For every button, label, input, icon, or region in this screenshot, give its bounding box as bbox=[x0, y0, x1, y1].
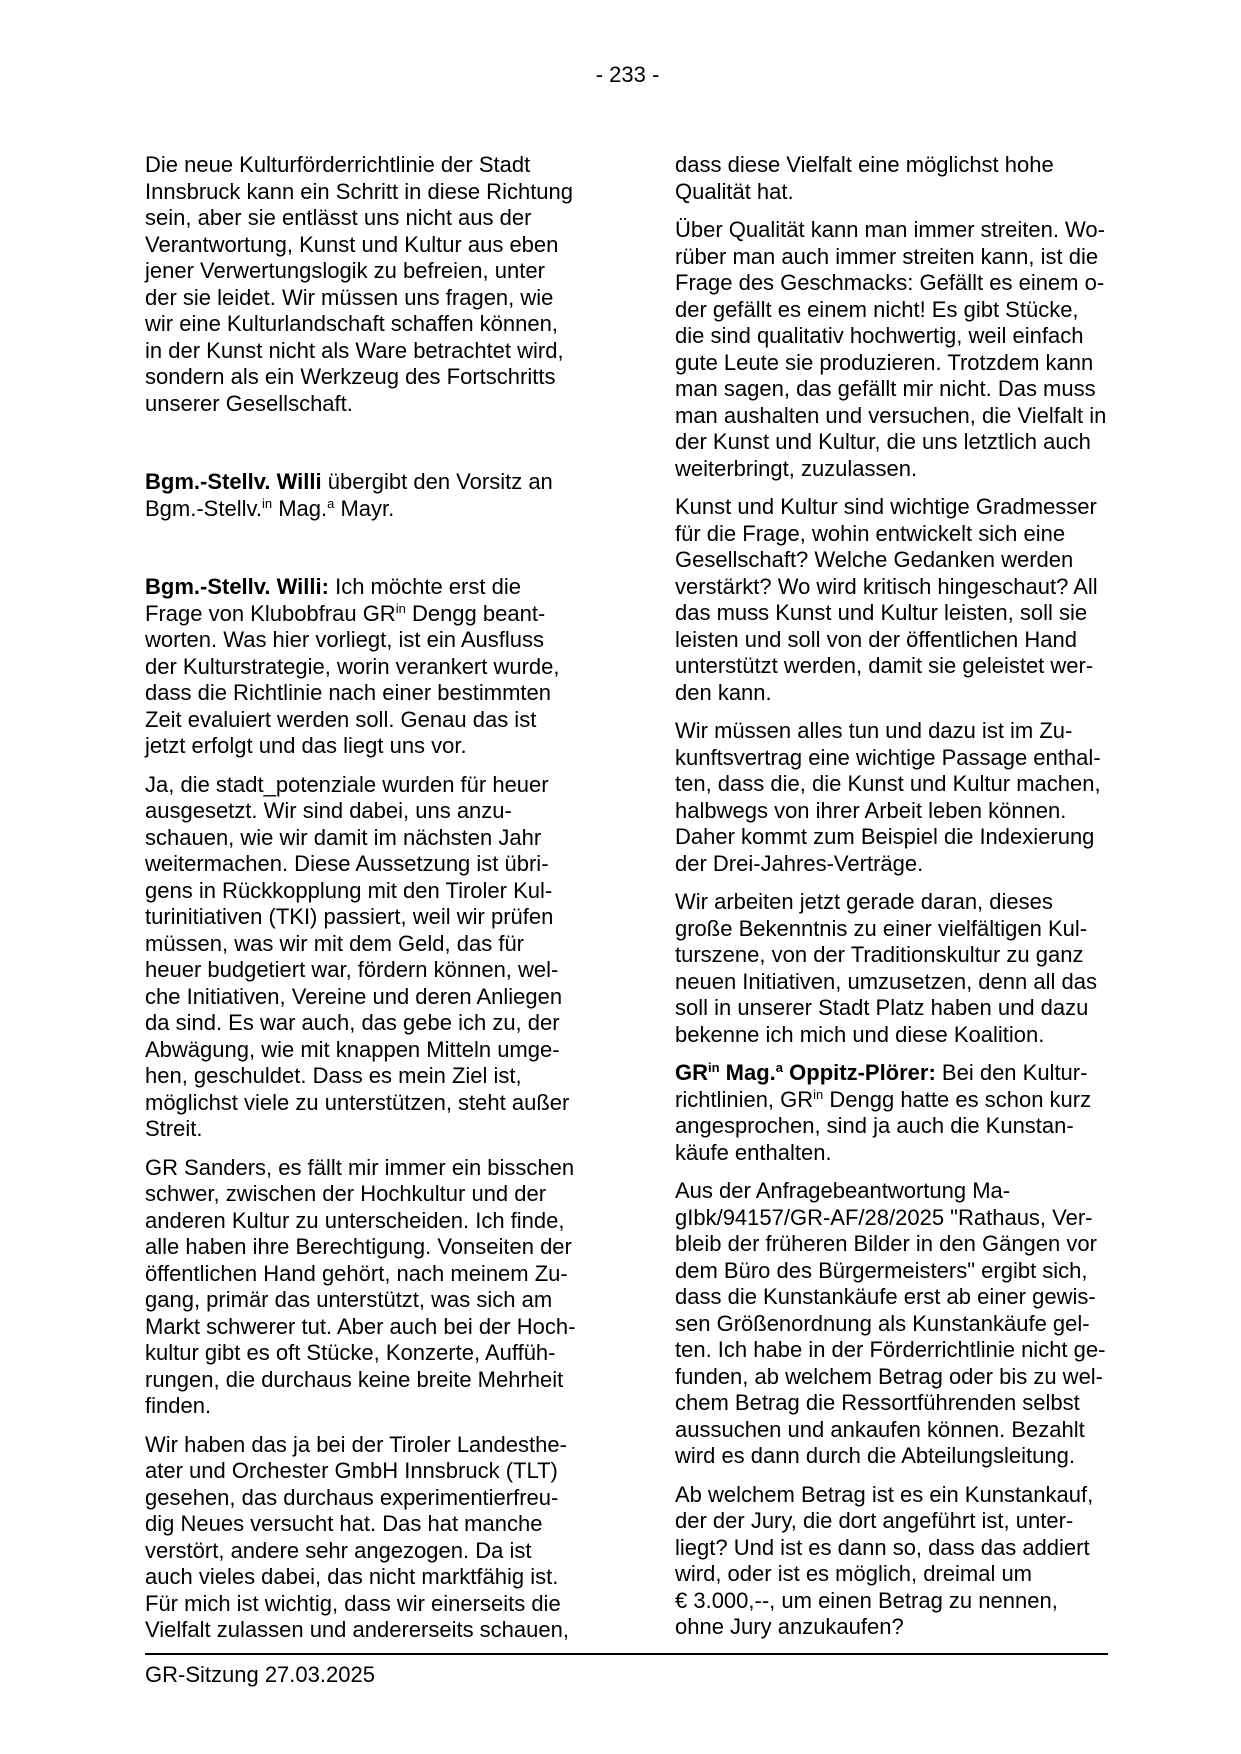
paragraph: Aus der Anfragebeantwortung Ma- gIbk/94157/GR-AF/28/2025 "Rathaus, Ver- bleib der früheren Bilder in den Gängen vor dem Büro des Bürgermeisters" ergibt sich, dass die Kunstankäufe erst ab einer gewis- sen Größenordnung als Kunstankäufe gel- ten. Ich habe in der Förderrichtlinie nicht ge- funden, ab welchem Betrag oder bis zu wel- chem Betrag die Ressortführenden selbst aussuchen und ankaufen können. Bezahlt wird es dann durch die Abteilungsleitung. bbox=[675, 1178, 1106, 1468]
page-number: - 233 - bbox=[595, 62, 660, 87]
paragraph: Die neue Kulturförderrichtlinie der Stadt Innsbruck kann ein Schritt in diese Richtung sein, aber sie entlässt uns nicht aus der Verantwortung, Kunst und Kultur aus eben jener Verwertungslogik zu befreien, unter der sie leidet. Wir müssen uns fragen, wie wir eine Kulturlandschaft schaffen können, in der Kunst nicht als Ware betrachtet wird, sondern als ein Werkzeug des Fortschritts unserer Gesellschaft. bbox=[145, 152, 574, 416]
paragraph: dass diese Vielfalt eine möglichst hohe Qualität hat. bbox=[675, 152, 1054, 204]
paragraph: Bgm.-Stellv. Willi übergibt den Vorsitz an Bgm.-Stellv.$^{in}$ Mag.$^a$ Mayr. bbox=[145, 469, 553, 521]
paragraph: Kunst und Kultur sind wichtige Gradmesser für die Frage, wohin entwickelt sich eine Gesellschaft? Welche Gedanken werden verstärkt? Wo wird kritisch hingeschaut? All das muss Kunst und Kultur leisten, soll sie leisten und soll von der öffentlichen Hand unterstützt werden, damit sie geleistet wer- den kann. bbox=[675, 494, 1098, 705]
paragraph: Wir haben das ja bei der Tiroler Landesthe- ater und Orchester GmbH Innsbruck (TLT) gesehen, das durchaus experimentierfreu- dig Neues versucht hat. Das hat manche verstört, andere sehr angezogen. Da ist auch vieles dabei, das nicht marktfähig ist. Für mich ist wichtig, dass wir einerseits die Vielfalt zulassen und andererseits schauen, bbox=[145, 1431, 569, 1642]
paragraph: Über Qualität kann man immer streiten. Wo- rüber man auch immer streiten kann, ist die Frage des Geschmacks: Gefällt es einem o- der gefällt es einem nicht! Es gibt Stücke, die sind qualitativ hochwertig, weil einfach gute Leute sie produzieren. Trotzdem kann man sagen, das gefällt mir nicht. Das muss man aushalten und versuchen, die Vielfalt in der Kunst und Kultur, die uns letztlich auch weiterbringt, zuzulassen. bbox=[675, 217, 1107, 481]
paragraph: GR Sanders, es fällt mir immer ein bisschen schwer, zwischen der Hochkultur und der anderen Kultur zu unterscheiden. Ich finde, alle haben ihre Berechtigung. Vonseiten der öffentlichen Hand gehört, nach meinem Zu- gang, primär das unterstützt, was sich am Markt schwerer tut. Aber auch bei der Hoch- kultur gibt es oft Stücke, Konzerte, Auffüh- rungen, die durchaus keine breite Mehrheit finden. bbox=[145, 1154, 576, 1418]
footer-session-label: GR-Sitzung 27.03.2025 bbox=[145, 1662, 375, 1687]
paragraph: Wir arbeiten jetzt gerade daran, dieses große Bekenntnis zu einer vielfältigen Kul- turszene, von der Traditionskultur zu ganz neuen Initiativen, umzusetzen, denn all das soll in unserer Stadt Platz haben und dazu bekenne ich mich und diese Koalition. bbox=[675, 889, 1097, 1047]
paragraph: Bgm.-Stellv. Willi: Ich möchte erst die Frage von Klubobfrau $GR^{in}$ Dengg beant- worten. Was hier vorliegt, ist ein Ausfluss der Kulturstrategie, worin verankert wurde, dass die Richtlinie nach einer bestimmten Zeit evaluiert werden soll. Genau das ist jetzt erfolgt und das liegt uns vor. bbox=[145, 574, 560, 758]
paragraph: $GR^{in}$ Mag.$^a$ Oppitz-Plörer: Bei den Kultur- richtlinien, $GR^{in}$ Dengg hatte es schon kurz angesprochen, sind ja auch die Kunstan- käufe enthalten. bbox=[675, 1060, 1092, 1165]
paragraph: Ja, die stadt_potenziale wurden für heuer ausgesetzt. Wir sind dabei, uns anzu- schauen, wie wir damit im nächsten Jahr weitermachen. Diese Aussetzung ist übri- gens in Rückkopplung mit den Tiroler Kul- turinitiativen (TKI) passiert, weil wir prüfen müssen, was wir mit dem Geld, das für heuer budgetiert war, fördern können, wel- che Initiativen, Vereine und deren Anliegen da sind. Es war auch, das gebe ich zu, der Abwägung, wie mit knappen Mitteln umge- hen, geschuldet. Dass es mein Ziel ist, möglichst viele zu unterstützen, steht außer Streit. bbox=[145, 771, 570, 1141]
footer-divider bbox=[145, 1653, 1108, 1655]
paragraph: Ab welchem Betrag ist es ein Kunstankauf, der der Jury, die dort angeführt ist, unter- liegt? Und ist es dann so, dass das addiert wird, oder ist es möglich, dreimal um € 3.000,--, um einen Betrag zu nennen, ohne Jury anzukaufen? bbox=[675, 1481, 1094, 1639]
text-column-right bbox=[675, 152, 1120, 1653]
text-column-left bbox=[145, 152, 575, 1656]
paragraph: Wir müssen alles tun und dazu ist im Zu- kunftsvertrag eine wichtige Passage enthal- ten, dass die, die Kunst und Kultur machen, halbwegs von ihrer Arbeit leben können. Daher kommt zum Beispiel die Indexierung der Drei-Jahres-Verträge. bbox=[675, 718, 1101, 876]
